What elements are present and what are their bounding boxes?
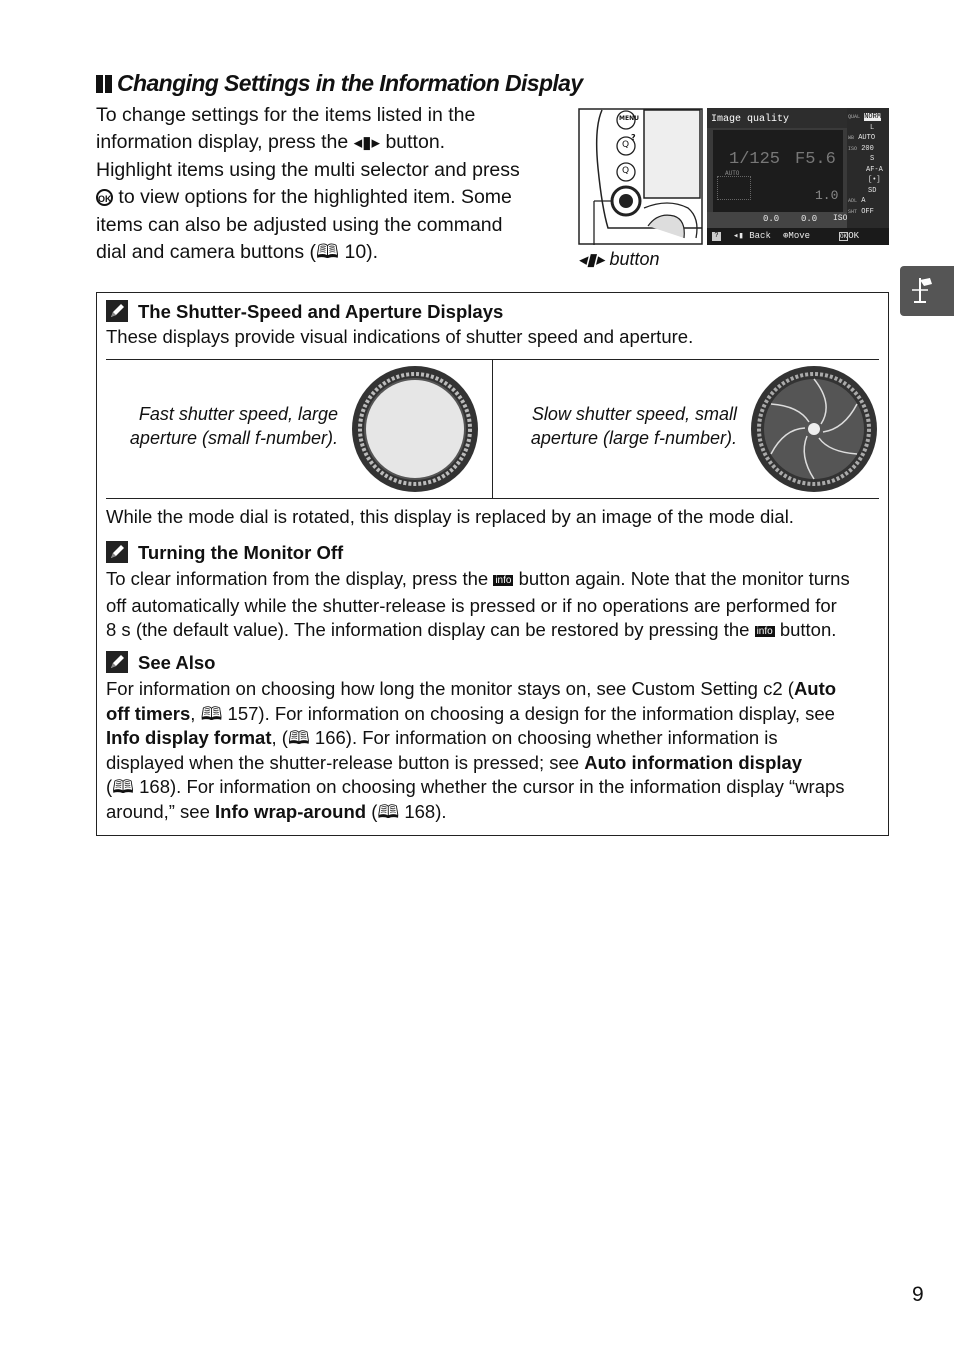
shutter-speed-readout: 1/125 <box>729 150 781 169</box>
intro-line: To change settings for the items listed in the <box>96 104 476 126</box>
setting-row[interactable]: QUAL NORM <box>848 113 882 121</box>
setting-row[interactable]: SHT OFF <box>848 207 874 216</box>
weathervane-icon <box>900 266 954 316</box>
slow-shutter-caption: Slow shutter speed, small aperture (large f-number). <box>530 404 737 448</box>
footer-move: ⊕Move <box>783 231 811 241</box>
large-aperture-icon <box>350 364 480 494</box>
note-text-shutter: These displays provide visual indications of shutter speed and aperture. <box>106 326 694 347</box>
link-auto-information-display[interactable]: Auto information display <box>584 751 803 773</box>
page-reference[interactable]: 10 <box>344 241 367 264</box>
intro-line: dial and camera buttons (🕮 10). <box>96 241 379 264</box>
help-button-label: ? <box>631 133 636 142</box>
book-icon: 🕮 <box>287 727 310 749</box>
intro-line: information display, press the ◂▮▸ button. <box>96 131 446 154</box>
section-heading: Changing Settings in the Information Display <box>96 70 583 99</box>
flash-comp-value: 0.0 <box>801 214 818 224</box>
camera-back-figure <box>578 108 703 245</box>
page-reference[interactable]: 168 <box>404 800 436 822</box>
footer-back: ◂▮ Back <box>733 231 771 241</box>
zoom-in-button-label: Q <box>622 166 630 176</box>
exposure-comp-value: 0.0 <box>763 214 780 224</box>
note-title-see-also: See Also <box>106 651 215 678</box>
setting-row[interactable]: WB AUTO <box>848 134 876 142</box>
page-reference[interactable]: 168 <box>139 776 170 798</box>
button-caption: ◂▮▸ button <box>578 249 660 269</box>
small-aperture-icon <box>749 364 879 494</box>
info-button-icon: info <box>495 575 512 586</box>
setting-row[interactable]: [•] <box>868 176 881 184</box>
section-marker-icon <box>96 72 114 99</box>
note-text-monitor: To clear information from the display, press the info button again. Note that the monitor turns off automatically while the shutter-release is pressed or if no operations are performed for 8 s (the default value). The information display can be restored by pressing the info button. <box>106 568 850 641</box>
pencil-note-icon <box>106 300 128 327</box>
page-reference[interactable]: 157 <box>227 702 259 724</box>
info-button-icon: info <box>756 626 773 638</box>
footer-ok: OKOK <box>840 231 860 241</box>
book-icon: 🕮 <box>377 800 400 822</box>
pencil-note-icon <box>106 651 128 678</box>
chapter-tab[interactable] <box>900 266 954 316</box>
info-edit-button-icon: ◂▮▸ <box>353 133 381 153</box>
notes-box <box>96 292 889 836</box>
setting-row[interactable]: ISO 200 <box>848 144 874 153</box>
mode-dial-note: While the mode dial is rotated, this display is replaced by an image of the mode dial. <box>106 506 794 527</box>
fast-shutter-cell <box>106 360 493 498</box>
book-icon: 🕮 <box>112 776 134 798</box>
link-auto-off-timers[interactable]: Auto <box>793 678 837 699</box>
fast-shutter-caption: Fast shutter speed, large aperture (small f-number). <box>129 404 338 448</box>
camera-back-illustration <box>578 108 703 245</box>
link-info-wrap-around[interactable]: Info wrap-around <box>215 800 367 822</box>
zoom-out-button-label: Q <box>622 140 630 150</box>
page-reference[interactable]: 166 <box>314 727 346 749</box>
menu-button-label: MENU <box>619 115 639 122</box>
link-auto-off-timers[interactable]: off timers <box>106 702 191 724</box>
info-edit-button-icon: ◂▮▸ <box>578 250 605 269</box>
aperture-readout: F5.6 <box>795 150 836 169</box>
page-number: 9 <box>912 1283 924 1306</box>
intro-line: items can also be adjusted using the command <box>96 213 503 236</box>
note-title-monitor: Turning the Monitor Off <box>106 541 343 568</box>
link-info-display-format[interactable]: Info display format <box>106 727 272 749</box>
screen-title: Image quality <box>711 114 790 125</box>
intro-line: Highlight items using the multi selector and press <box>96 158 520 181</box>
intro-line: OK to view options for the highlighted item. Some <box>98 186 512 209</box>
book-icon: 🕮 <box>200 702 223 724</box>
slow-shutter-cell <box>493 360 879 498</box>
setting-row[interactable]: SD <box>868 186 877 195</box>
auto-label: AUTO <box>725 170 740 177</box>
setting-row[interactable]: AF-A <box>866 165 883 174</box>
settings-column <box>848 112 888 217</box>
ok-button-icon: OK <box>96 189 113 206</box>
aperture-figure-row <box>106 359 879 499</box>
setting-row[interactable]: S <box>870 155 875 163</box>
pencil-note-icon <box>106 541 128 568</box>
help-icon: ? <box>712 232 721 241</box>
note-text-see-also: For information on choosing how long the monitor stays on, see Custom Setting c2 (Auto off timers, 🕮 157). For information on choosing a design for the information display, see Info display format, (🕮 166). For information on choosing whether information is displayed when the shutter-release button is pressed; see Auto information display (🕮 168). For information on choosing whether the cursor in the information display “wraps around,” see Info wrap-around (🕮 168). <box>106 678 845 822</box>
setting-row[interactable]: L <box>870 123 875 132</box>
note-title-shutter: The Shutter-Speed and Aperture Displays <box>106 300 503 327</box>
intro-paragraph <box>96 102 566 266</box>
information-display-figure <box>707 108 889 245</box>
iso-label: ISO <box>833 214 848 223</box>
setting-row[interactable]: ADL A <box>848 197 866 205</box>
book-icon: 🕮 <box>316 241 340 264</box>
exposure-readout: 1.0 <box>815 188 839 203</box>
